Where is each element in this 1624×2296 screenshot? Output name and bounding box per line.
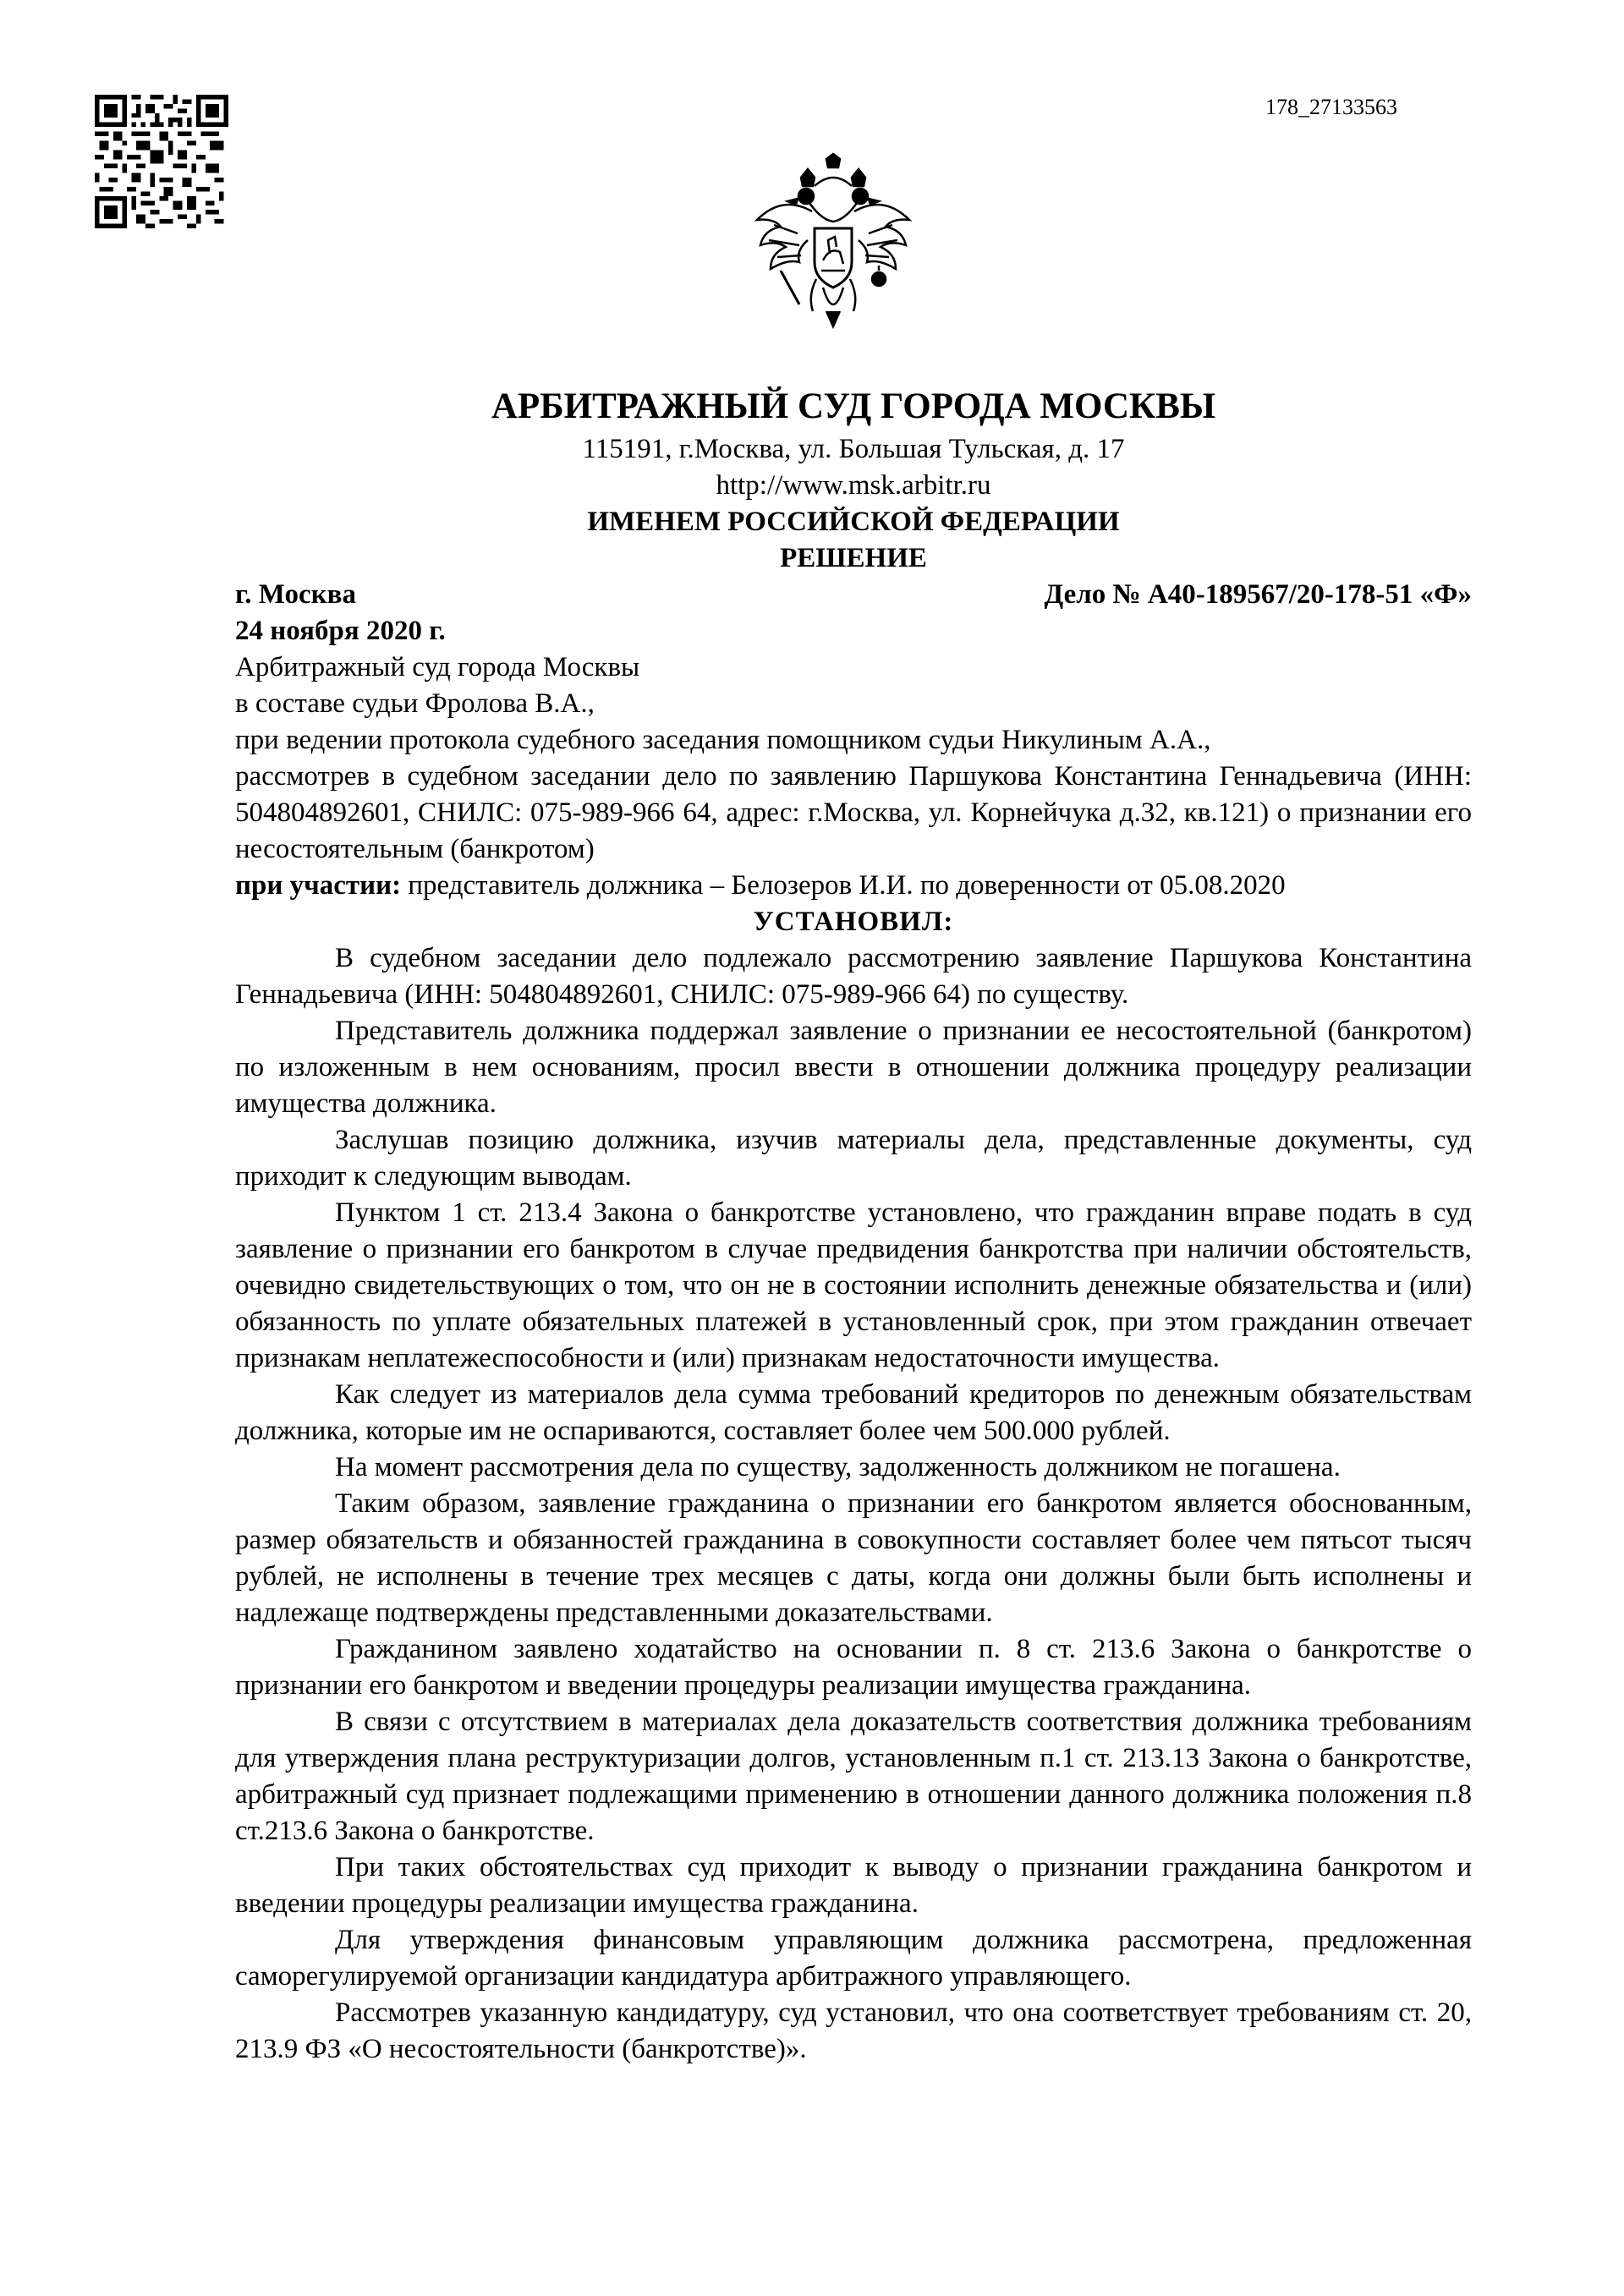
intro-case-description: рассмотрев в судебном заседании дело по заявлению Паршукова Константина Геннадьевича (ИНН: 504804892601, СНИЛС: 075-989-966 64, адрес: г.Москва, ул. Корнейчука д.32, кв.121) о признании его несостоятельным (банкротом) [235,761,1472,864]
paragraph: Как следует из материалов дела сумма требований кредиторов по денежным обязательствам должника, которые им не оспариваются, составляет более чем 500.000 рублей. [235,1379,1472,1446]
court-address: 115191, г.Москва, ул. Большая Тульская, д. 17 [582,434,1125,464]
paragraph: Таким образом, заявление гражданина о признании его банкротом является обоснованным, размер обязательств и обязанностей гражданина в совокупности составляет более чем пятьсот тысяч рублей, не исполнены в течение трех месяцев с даты, когда они должны были быть исполнены и надлежаще подтверждены представленными доказательствами. [235,1488,1472,1628]
intro-judge-line: в составе судьи Фролова В.А., [235,688,595,719]
case-number: Дело № А40-189567/20-178-51 «Ф» [1044,579,1472,610]
document-number: 178_27133563 [1265,95,1397,119]
intro-protocol-line: при ведении протокола судебного заседания помощником судьи Никулиным А.А., [235,725,1211,755]
intro-court-line: Арбитражный суд города Москвы [235,652,640,682]
paragraph: При таких обстоятельствах суд приходит к выводу о признании гражданина банкротом и введении процедуры реализации имущества гражданина. [235,1852,1472,1919]
city: г. Москва [235,579,356,610]
document-body [235,364,1472,2068]
paragraph: Заслушав позицию должника, изучив материалы дела, представленные документы, суд приходит к следующим выводам. [235,1125,1472,1192]
paragraph: В судебном заседании дело подлежало рассмотрению заявление Паршукова Константина Геннадьевича (ИНН: 504804892601, СНИЛС: 075-989-966 64) по существу. [235,943,1472,1010]
paragraph: Представитель должника поддержал заявление о признании ее несостоятельной (банкротом) по изложенным в нем основаниям, просил ввести в отношении должника процедуру реализации имущества должника. [235,1016,1472,1119]
paragraph: Гражданином заявлено ходатайство на основании п. 8 ст. 213.6 Закона о банкротстве о признании его банкротом и введении процедуры реализации имущества гражданина. [235,1634,1472,1701]
coat-of-arms-icon [749,152,918,330]
in-the-name-of-heading: ИМЕНЕМ РОССИЙСКОЙ ФЕДЕРАЦИИ [587,507,1120,537]
decision-date: 24 ноября 2020 г. [235,616,446,646]
qr-code [95,95,228,228]
decision-title: РЕШЕНИЕ [780,543,927,573]
paragraph: В связи с отсутствием в материалах дела доказательств соответствия должника требованиям для утверждения плана реструктуризации долгов, установленным п.1 ст. 213.13 Закона о банкротстве, арбитражный суд признает подлежащими применению в отношении данного должника положения п.8 ст.213.6 Закона о банкротстве. [235,1707,1472,1846]
established-heading: УСТАНОВИЛ: [753,907,954,937]
paragraph: Рассмотрев указанную кандидатуру, суд установил, что она соответствует требованиям ст. 20, 213.9 ФЗ «О несостоятельности (банкротстве)». [235,1997,1472,2064]
court-name: АРБИТРАЖНЫЙ СУД ГОРОДА МОСКВЫ [491,386,1216,426]
court-website: http://www.msk.arbitr.ru [716,470,991,501]
paragraph: Пунктом 1 ст. 213.4 Закона о банкротстве установлено, что гражданин вправе подать в суд заявление о признании его банкротом в случае предвидения банкротства при наличии обстоятельств, очевидно свидетельствующих о том, что он не в состоянии исполнить денежные обязательства и (или) обязанность по уплате обязательных платежей в установленный срок, при этом гражданин отвечает признакам неплатежеспособности и (или) признакам недостаточности имущества. [235,1197,1472,1373]
paragraph: Для утверждения финансовым управляющим должника рассмотрена, предложенная саморегулируемой организации кандидатура арбитражного управляющего. [235,1925,1472,1992]
city-case-row [235,577,1472,613]
participation-label: при участии: [235,870,402,901]
participation-text: представитель должника – Белозеров И.И. по доверенности от 05.08.2020 [401,870,1286,901]
paragraph: На момент рассмотрения дела по существу, задолженность должником не погашена. [335,1452,1341,1482]
participation-line [235,868,1472,904]
